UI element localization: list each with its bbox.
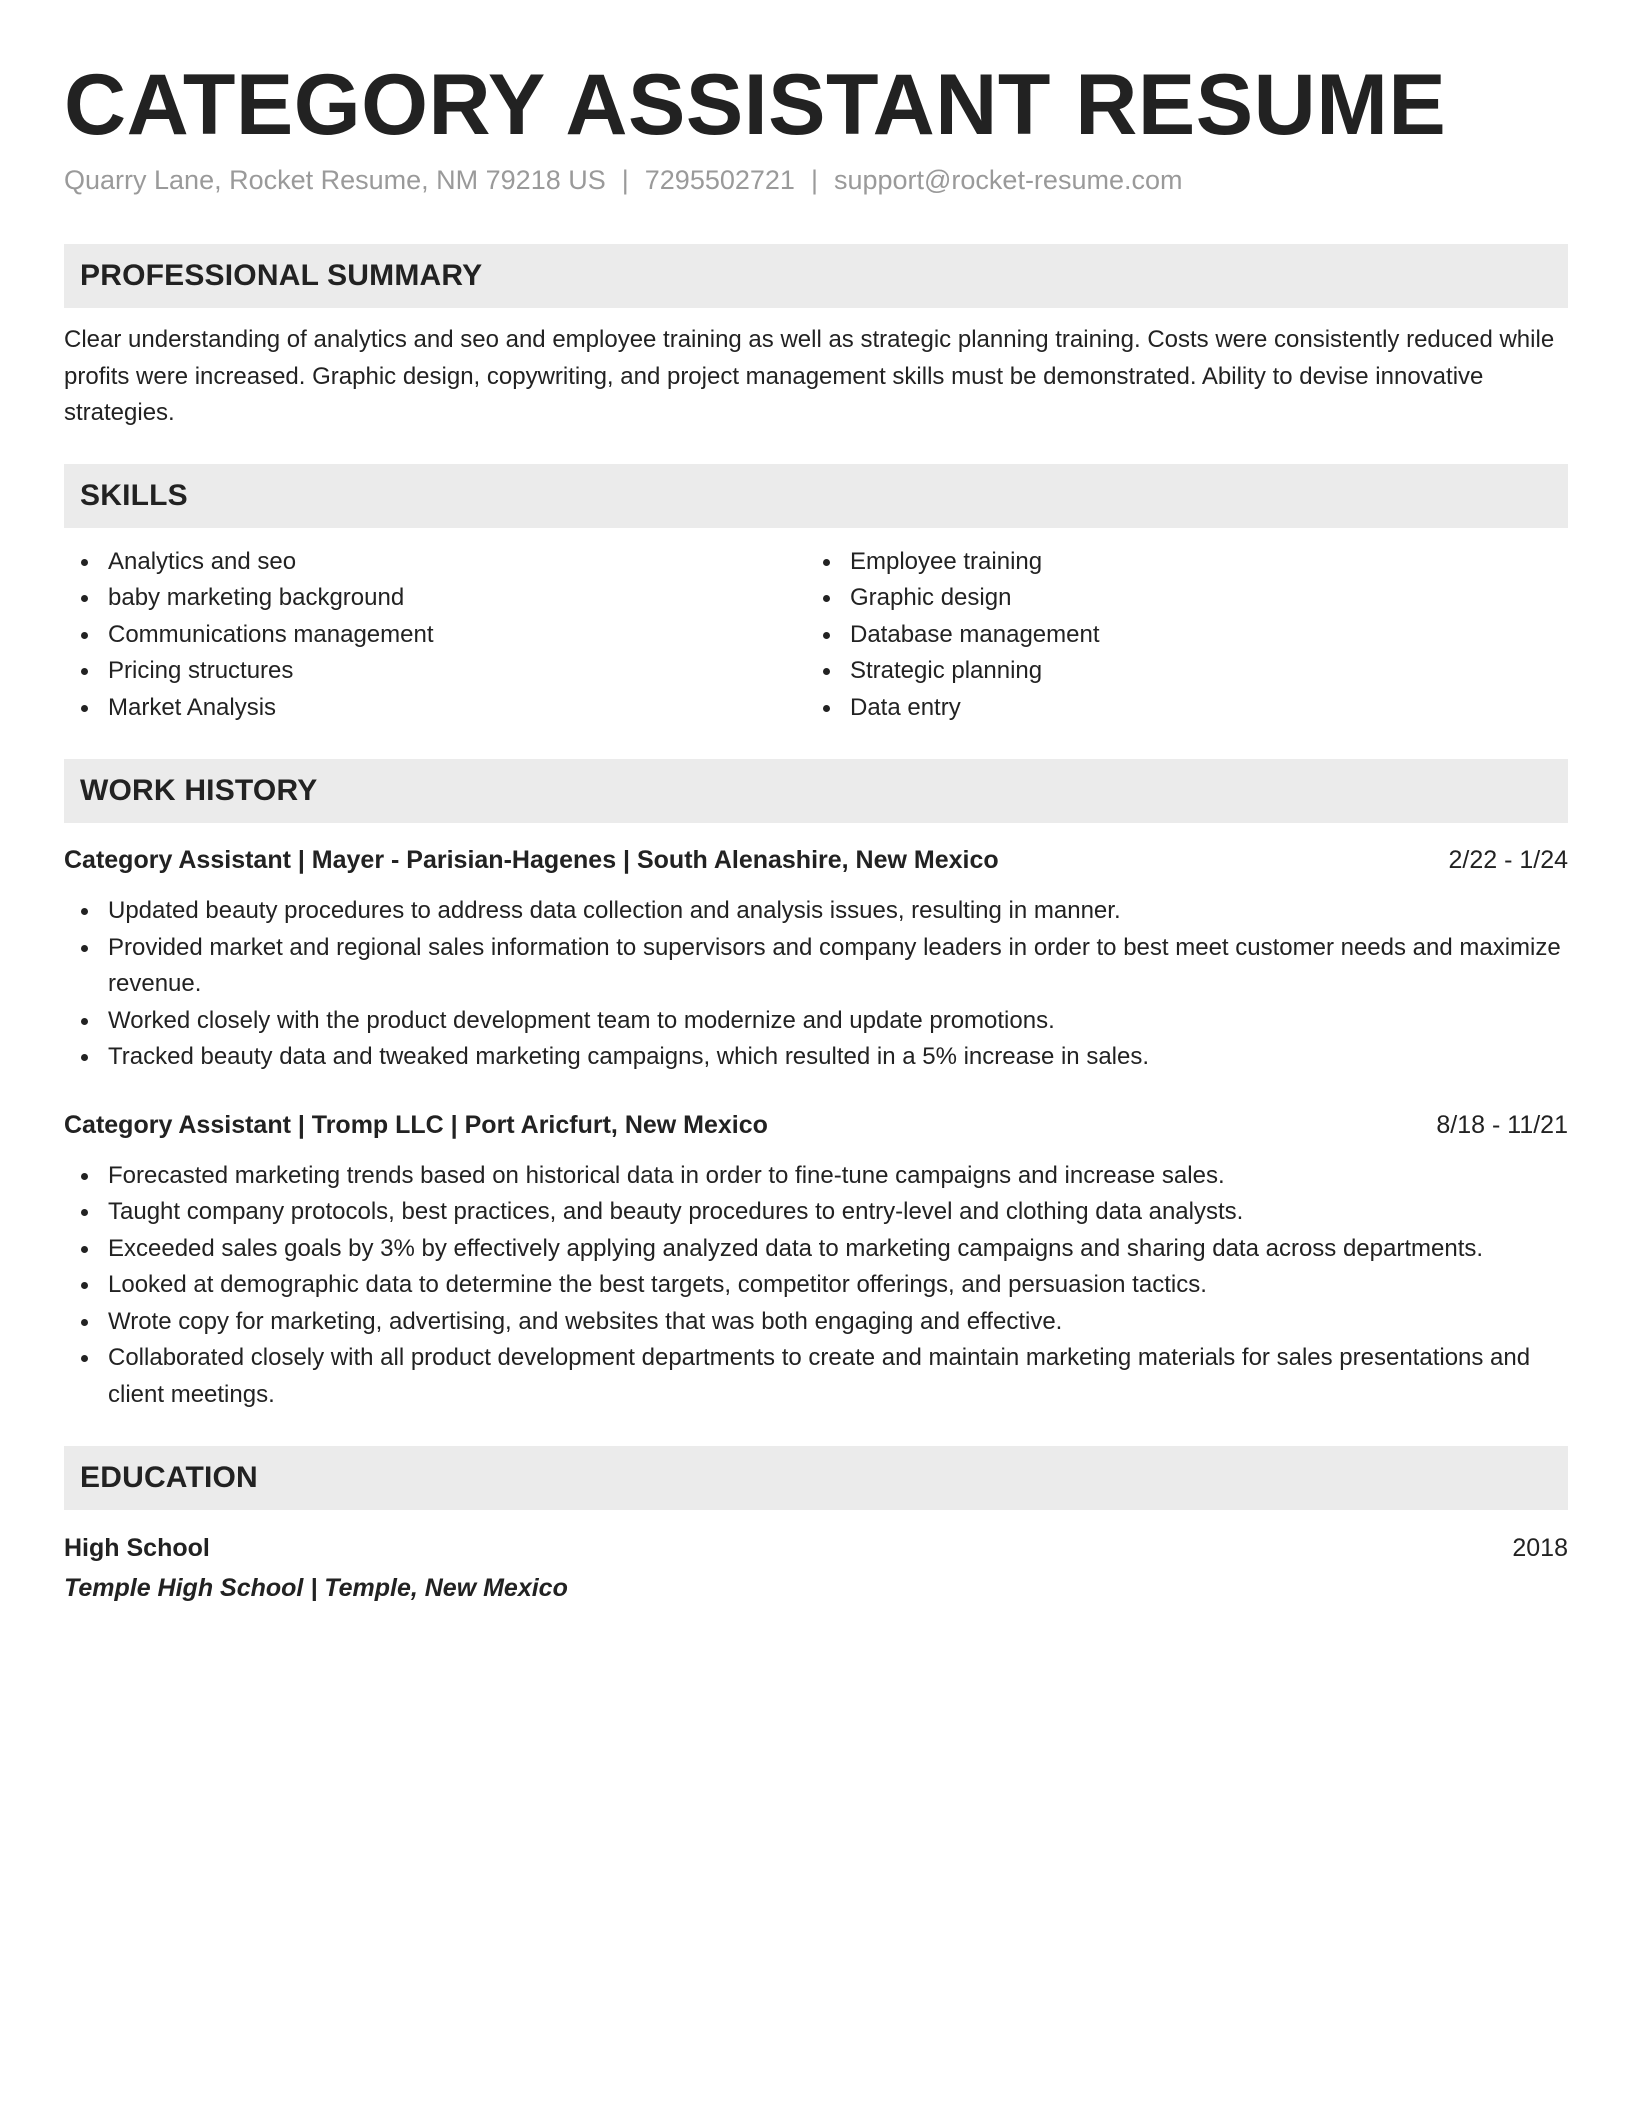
job-dates: 8/18 - 11/21 bbox=[1436, 1110, 1568, 1139]
job-bullet: Exceeded sales goals by 3% by effectively applying analyzed data to marketing campaigns and sharing data across departments. bbox=[64, 1231, 1568, 1268]
job-bullet: Worked closely with the product development team to modernize and update promotions. bbox=[64, 1003, 1568, 1040]
job-bullets bbox=[64, 893, 1568, 1076]
job-bullet: Collaborated closely with all product development departments to create and maintain marketing materials for sales presentations and client meetings. bbox=[64, 1340, 1568, 1413]
skills-column-left bbox=[64, 544, 806, 727]
skill-item: Data entry bbox=[806, 690, 1548, 727]
job-bullet: Updated beauty procedures to address data collection and analysis issues, resulting in manner. bbox=[64, 893, 1568, 930]
contact-line bbox=[64, 160, 1568, 200]
resume-title: CATEGORY ASSISTANT RESUME bbox=[64, 57, 1447, 153]
skills-grid bbox=[64, 544, 1568, 727]
education-school: Temple High School | Temple, New Mexico bbox=[64, 1574, 568, 1602]
skill-item: Analytics and seo bbox=[64, 544, 806, 581]
contact-separator: | bbox=[621, 165, 629, 195]
job-title: Category Assistant | Mayer - Parisian-Hagenes | South Alenashire, New Mexico bbox=[64, 846, 999, 874]
skill-item: Market Analysis bbox=[64, 690, 806, 727]
skill-item: Pricing structures bbox=[64, 653, 806, 690]
contact-email: support@rocket-resume.com bbox=[833, 165, 1183, 195]
section-heading: PROFESSIONAL SUMMARY bbox=[64, 244, 1568, 308]
skill-item: Communications management bbox=[64, 617, 806, 654]
skill-item: Employee training bbox=[806, 544, 1548, 581]
skill-item: baby marketing background bbox=[64, 580, 806, 617]
education-entry bbox=[64, 1528, 1568, 1608]
job-bullet: Provided market and regional sales information to supervisors and company leaders in order to best meet customer needs and maximize revenue. bbox=[64, 930, 1568, 1003]
section-heading: EDUCATION bbox=[64, 1446, 1568, 1510]
summary-text: Clear understanding of analytics and seo and employee training as well as strategic planning training. Costs were consistently reduced while profits were increased. Graphic design, copywriting, and project management skills must be demonstrated. Ability to devise innovative strategies. bbox=[64, 326, 1555, 426]
contact-phone: 7295502721 bbox=[644, 165, 795, 195]
job-header bbox=[64, 1106, 1568, 1144]
contact-address: Quarry Lane, Rocket Resume, NM 79218 US bbox=[64, 165, 606, 195]
resume-header bbox=[64, 50, 1568, 200]
job-entry bbox=[64, 1106, 1568, 1414]
job-bullets bbox=[64, 1158, 1568, 1414]
education-section bbox=[64, 1446, 1568, 1608]
education-degree: High School bbox=[64, 1534, 210, 1562]
skills-section bbox=[64, 464, 1568, 727]
section-heading: SKILLS bbox=[64, 464, 1568, 528]
section-heading: WORK HISTORY bbox=[64, 759, 1568, 823]
education-header bbox=[64, 1528, 1568, 1568]
contact-separator: | bbox=[810, 165, 818, 195]
job-bullet: Forecasted marketing trends based on historical data in order to fine-tune campaigns and increase sales. bbox=[64, 1158, 1568, 1195]
education-year: 2018 bbox=[1512, 1534, 1568, 1562]
work-history-section bbox=[64, 759, 1568, 1413]
skills-column-right bbox=[806, 544, 1548, 727]
job-entry bbox=[64, 841, 1568, 1076]
job-dates: 2/22 - 1/24 bbox=[1448, 846, 1568, 874]
job-title: Category Assistant | Tromp LLC | Port Aricfurt, New Mexico bbox=[64, 1110, 768, 1139]
skill-item: Graphic design bbox=[806, 580, 1548, 617]
job-bullet: Wrote copy for marketing, advertising, and websites that was both engaging and effective. bbox=[64, 1304, 1568, 1341]
skill-item: Strategic planning bbox=[806, 653, 1548, 690]
job-bullet: Looked at demographic data to determine the best targets, competitor offerings, and persuasion tactics. bbox=[64, 1267, 1568, 1304]
skill-item: Database management bbox=[806, 617, 1548, 654]
professional-summary-section bbox=[64, 244, 1568, 432]
job-bullet: Taught company protocols, best practices, and beauty procedures to entry-level and clothing data analysts. bbox=[64, 1194, 1568, 1231]
job-bullet: Tracked beauty data and tweaked marketing campaigns, which resulted in a 5% increase in sales. bbox=[64, 1039, 1568, 1076]
job-header bbox=[64, 841, 1568, 879]
